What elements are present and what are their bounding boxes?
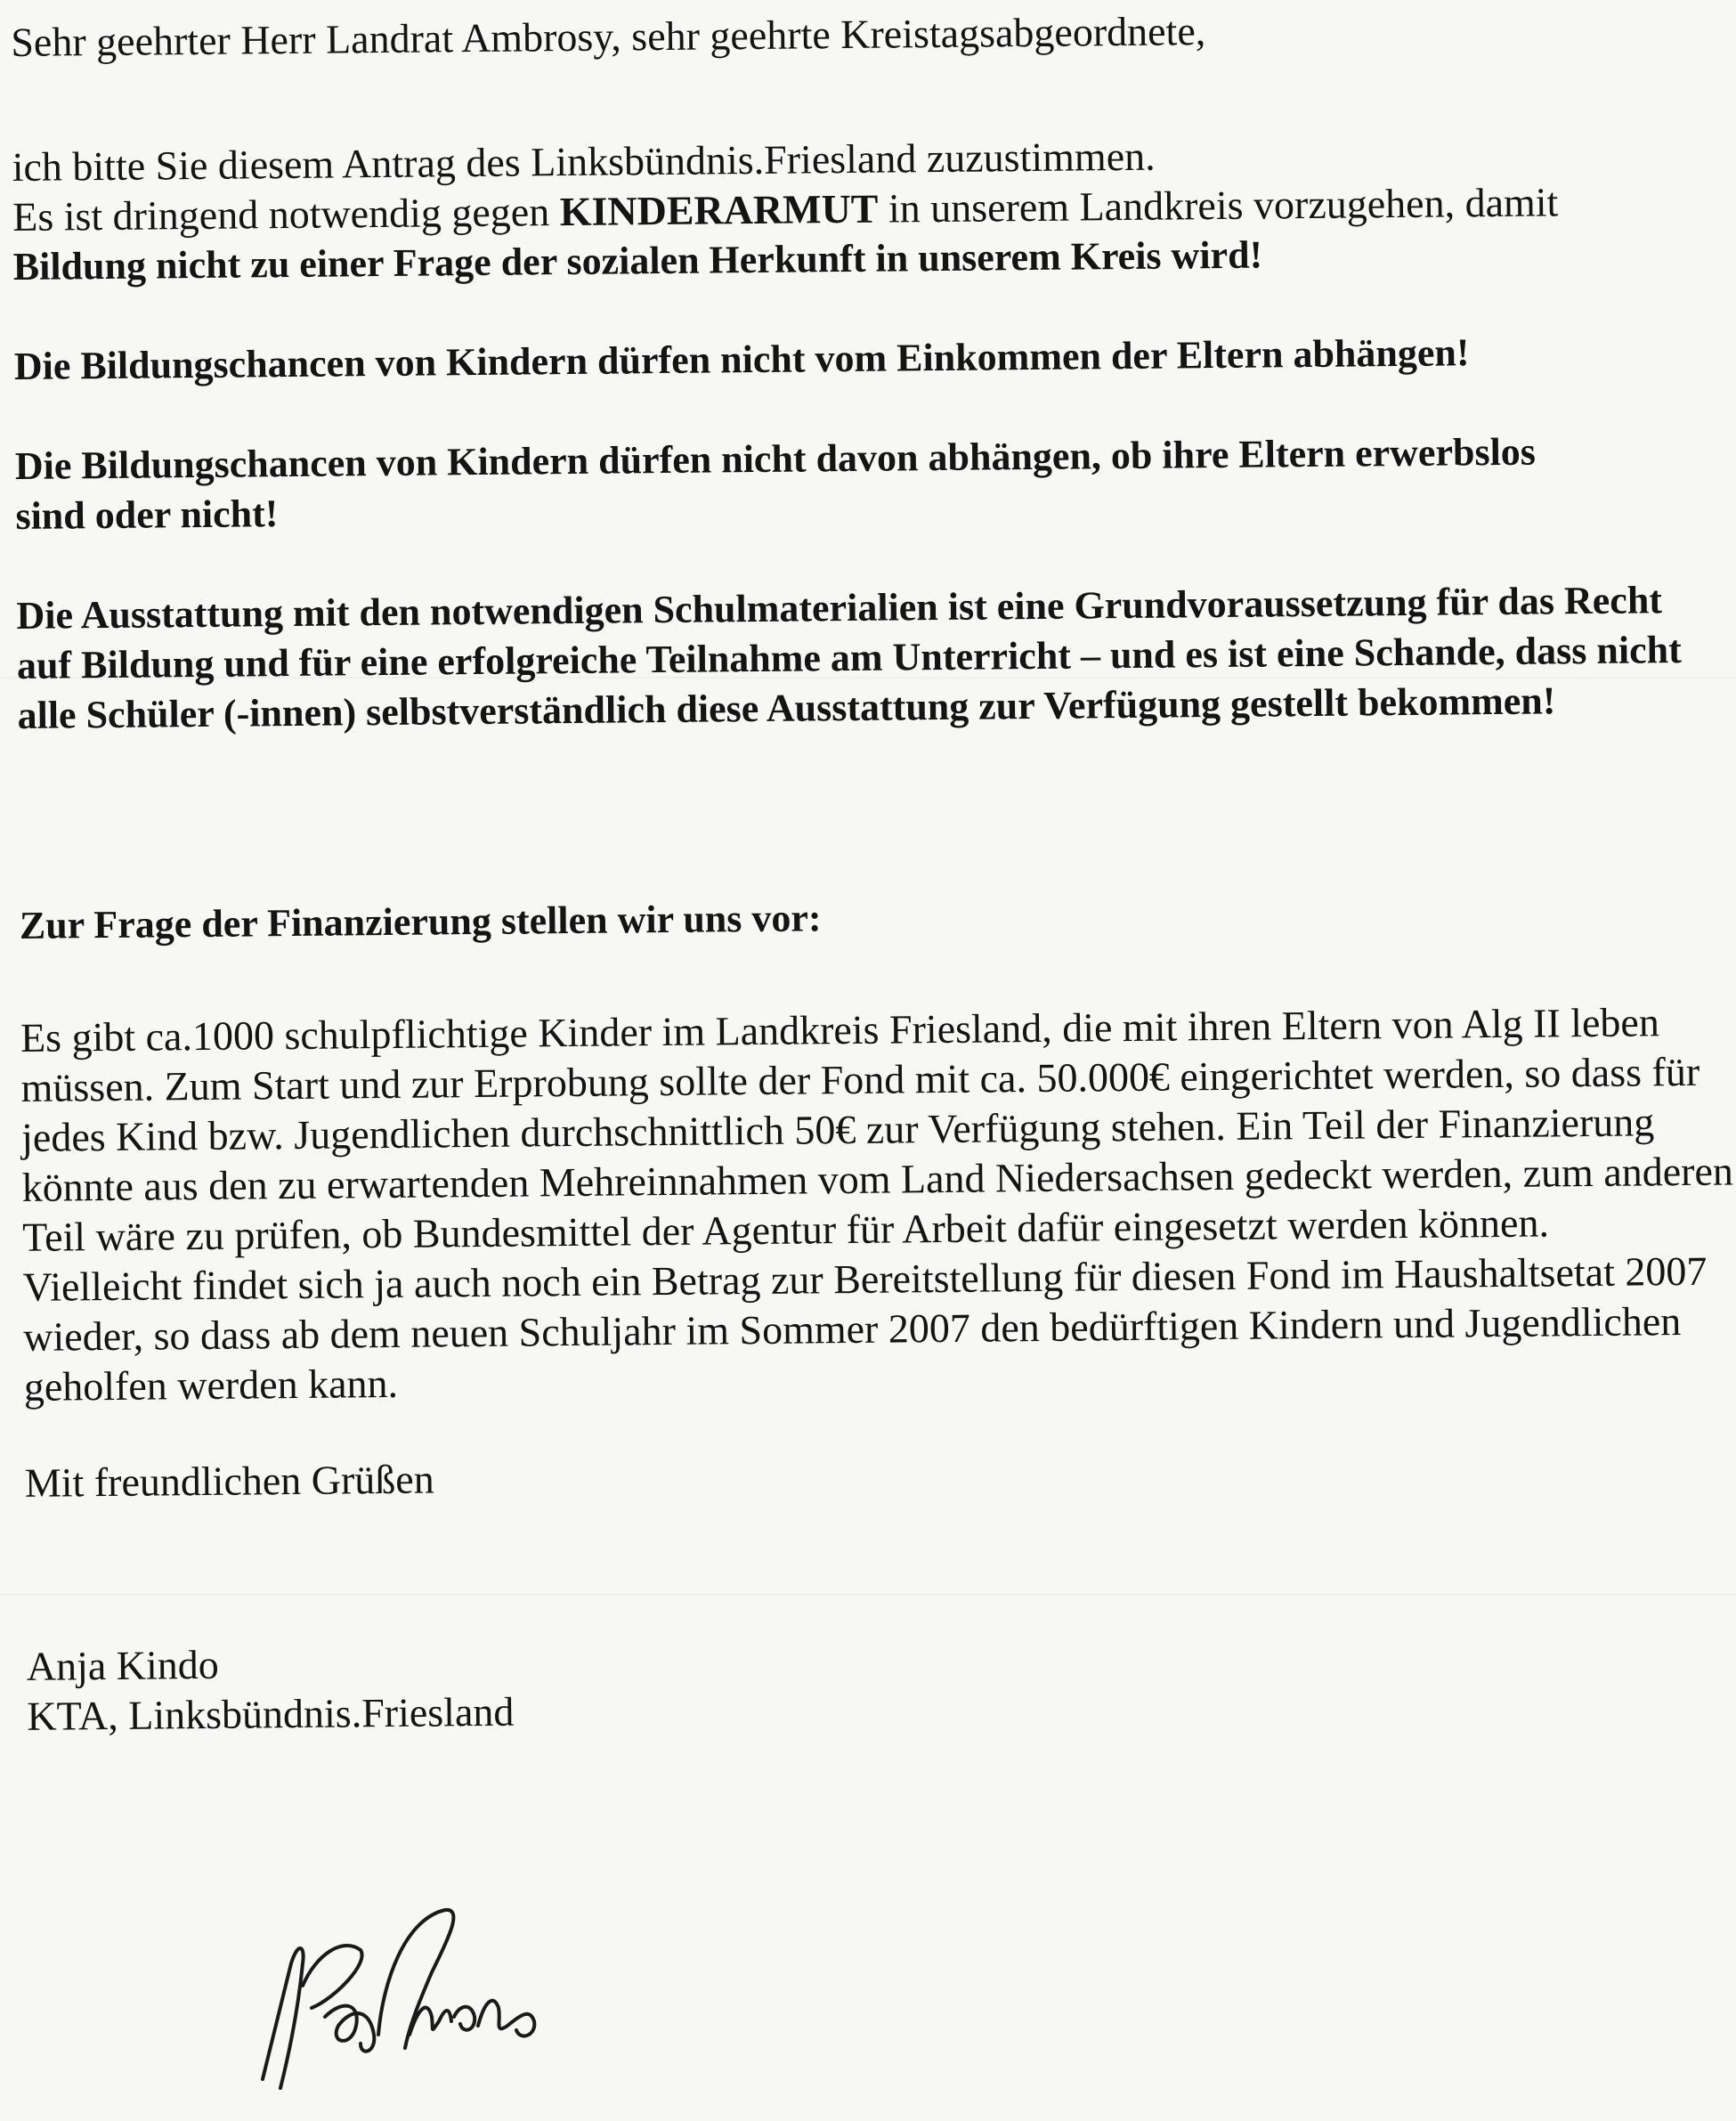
statement-income: Die Bildungschancen von Kindern dürfen nicht vom Einkommen der Eltern abhängen! — [13, 330, 1470, 388]
financing-body-2: Vielleicht findet sich ja auch noch ein Betrag zur Bereitstellung für diesen Fond im Haushaltsetat 2007 wieder, so dass ab dem neuen Schuljahr im Sommer 2007 den bedürftigen Kindern und Jugendlichen geholfen werden kann. — [22, 1247, 1708, 1410]
urgency-suffix: in unserem Landkreis vorzugehen, damit — [878, 179, 1559, 232]
urgency-bold-line: Bildung nicht zu einer Frage der sozialen Herkunft in unserem Kreis wird! — [12, 232, 1263, 288]
urgency-keyword: KINDERARMUT — [559, 185, 879, 235]
sender-name: Anja Kindo — [26, 1641, 219, 1689]
financing-heading: Zur Frage der Finanzierung stellen wir uns vor: — [19, 896, 822, 947]
salutation: Sehr geehrter Herr Landrat Ambrosy, sehr geehrte Kreistagsabgeordnete, — [11, 8, 1206, 65]
intro-line: ich bitte Sie diesem Antrag des Linksbündnis.Friesland zuzustimmen. — [12, 133, 1156, 190]
statement-unemployment: Die Bildungschancen von Kindern dürfen nicht davon abhängen, ob ihre Eltern erwerbslos sind oder nicht! — [14, 429, 1537, 538]
closing-line: Mit freundlichen Grüßen — [24, 1456, 434, 1506]
urgency-prefix: Es ist dringend notwendig gegen — [12, 189, 560, 240]
sender-role: KTA, Linksbündnis.Friesland — [27, 1688, 515, 1739]
statement-materials: Die Ausstattung mit den notwendigen Schulmaterialien ist eine Grundvoraussetzung für das Recht auf Bildung und für eine erfolgreiche Teilnahme am Unterricht – und es ist eine Schande, dass nicht alle Schüler (-innen) selbstverständlich diese Ausstattung zur Verfügung gestellt bekommen! — [16, 578, 1682, 737]
financing-body-1: Es gibt ca.1000 schulpflichtige Kinder im Landkreis Friesland, die mit ihren Eltern von Alg II leben müssen. Zum Start und zur Erprobung sollte der Fond mit ca. 50.000€ eingerichtet werden, so dass für jedes Kind bzw. Jugendlichen durchschnittlich 50€ zur Verfügung stehen. Ein Teil der Finanzierung könnte aus den zu erwartenden Mehreinnahmen vom Land Niedersachsen gedeckt werden, zum anderen Teil wäre zu prüfen, ob Bundesmittel der Agentur für Arbeit dafür eingesetzt werden können. — [20, 999, 1734, 1260]
letter-body — [11, 0, 1736, 1742]
handwritten-signature — [227, 1901, 583, 2097]
